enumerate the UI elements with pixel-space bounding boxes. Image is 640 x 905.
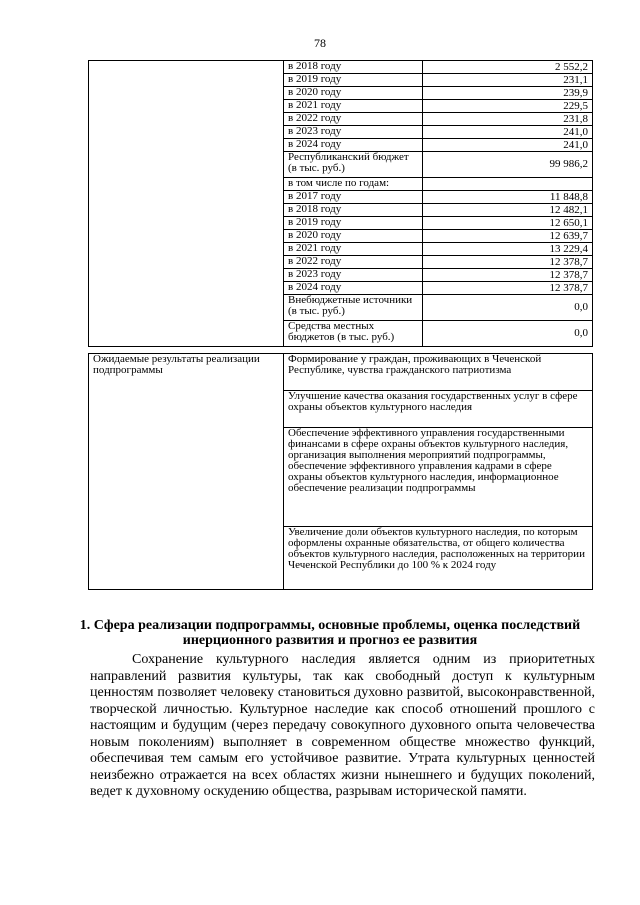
year-label: в 2020 году — [284, 230, 423, 243]
year-label: в 2020 году — [284, 87, 423, 100]
year-label: в 2022 году — [284, 256, 423, 269]
table-row — [89, 354, 593, 391]
table-row — [89, 61, 593, 74]
year-value: 231,1 — [423, 74, 593, 87]
year-value: 2 552,2 — [423, 61, 593, 74]
body-paragraph: Сохранение культурного наследия является одним из приоритетных направлений развития культуры, так как свободный доступ к культурным ценностям позволяет человеку становиться духовно развитой, высоконравственной, творческой личностью. Культурное наследие как способ отношений прошлого с настоящим и будущим (через передачу совокупного духовного опыта человечества новым поколениям) выполняет в современном обществе множество функций, обеспечивая тем самым его устойчивое развитие. Утрата культурных ценностей неизбежно отражается на всех областях жизни нынешнего и будущих поколений, ведет к духовному оскудению общества, разрывам исторической памяти. — [90, 652, 595, 799]
year-value: 231,8 — [423, 113, 593, 126]
year-value: 229,5 — [423, 100, 593, 113]
result-item: Формирование у граждан, проживающих в Чеченской Республике, чувства гражданского патриотизма — [284, 354, 593, 391]
year-value: 12 650,1 — [423, 217, 593, 230]
year-value: 12 378,7 — [423, 282, 593, 295]
year-value: 13 229,4 — [423, 243, 593, 256]
year-label: в 2022 году — [284, 113, 423, 126]
year-value: 241,0 — [423, 126, 593, 139]
page-number: 78 — [314, 36, 326, 50]
republic-budget-value: 99 986,2 — [423, 152, 593, 178]
result-item: Обеспечение эффективного управления государственными финансами в сфере охраны объектов культурного наследия, организация выполнения мероприятий подпрограммы, обеспечение эффективного управления кадрами в сфере охраны объектов культурного наследия, информационное обеспечение реализации подпрограммы — [284, 428, 593, 527]
funding-table — [88, 60, 593, 347]
year-label: в 2019 году — [284, 74, 423, 87]
year-value: 12 378,7 — [423, 269, 593, 282]
year-value: 12 482,1 — [423, 204, 593, 217]
extrabudget-label: Внебюджетные источники (в тыс. руб.) — [284, 295, 423, 321]
year-label: в 2021 году — [284, 100, 423, 113]
year-label: в 2018 году — [284, 204, 423, 217]
year-label: в 2024 году — [284, 282, 423, 295]
year-value: 12 378,7 — [423, 256, 593, 269]
year-value: 12 639,7 — [423, 230, 593, 243]
year-label: в 2019 году — [284, 217, 423, 230]
year-label: в 2018 году — [284, 61, 423, 74]
year-value: 11 848,8 — [423, 191, 593, 204]
year-label: в 2023 году — [284, 126, 423, 139]
including-years-label: в том числе по годам: — [284, 178, 423, 191]
republic-budget-label: Республиканский бюджет (в тыс. руб.) — [284, 152, 423, 178]
local-budget-value: 0,0 — [423, 321, 593, 347]
year-label: в 2023 году — [284, 269, 423, 282]
extrabudget-value: 0,0 — [423, 295, 593, 321]
local-budget-label: Средства местных бюджетов (в тыс. руб.) — [284, 321, 423, 347]
year-label: в 2017 году — [284, 191, 423, 204]
result-item: Улучшение качества оказания государственных услуг в сфере охраны объектов культурного наследия — [284, 391, 593, 428]
year-label: в 2021 году — [284, 243, 423, 256]
empty-cell — [423, 178, 593, 191]
results-table — [88, 353, 593, 590]
year-value: 241,0 — [423, 139, 593, 152]
year-value: 239,9 — [423, 87, 593, 100]
expected-results-label: Ожидаемые результаты реализации подпрограммы — [89, 354, 284, 590]
result-item: Увеличение доли объектов культурного наследия, по которым оформлены охранные обязательства, от общего количества объектов культурного наследия, расположенных на территории Чеченской Республики до 100 % к 2024 году — [284, 527, 593, 590]
empty-label-cell — [89, 61, 284, 347]
year-label: в 2024 году — [284, 139, 423, 152]
section-title: 1. Сфера реализации подпрограммы, основные проблемы, оценка последствий инерционного развития и прогноз ее развития — [79, 618, 581, 648]
